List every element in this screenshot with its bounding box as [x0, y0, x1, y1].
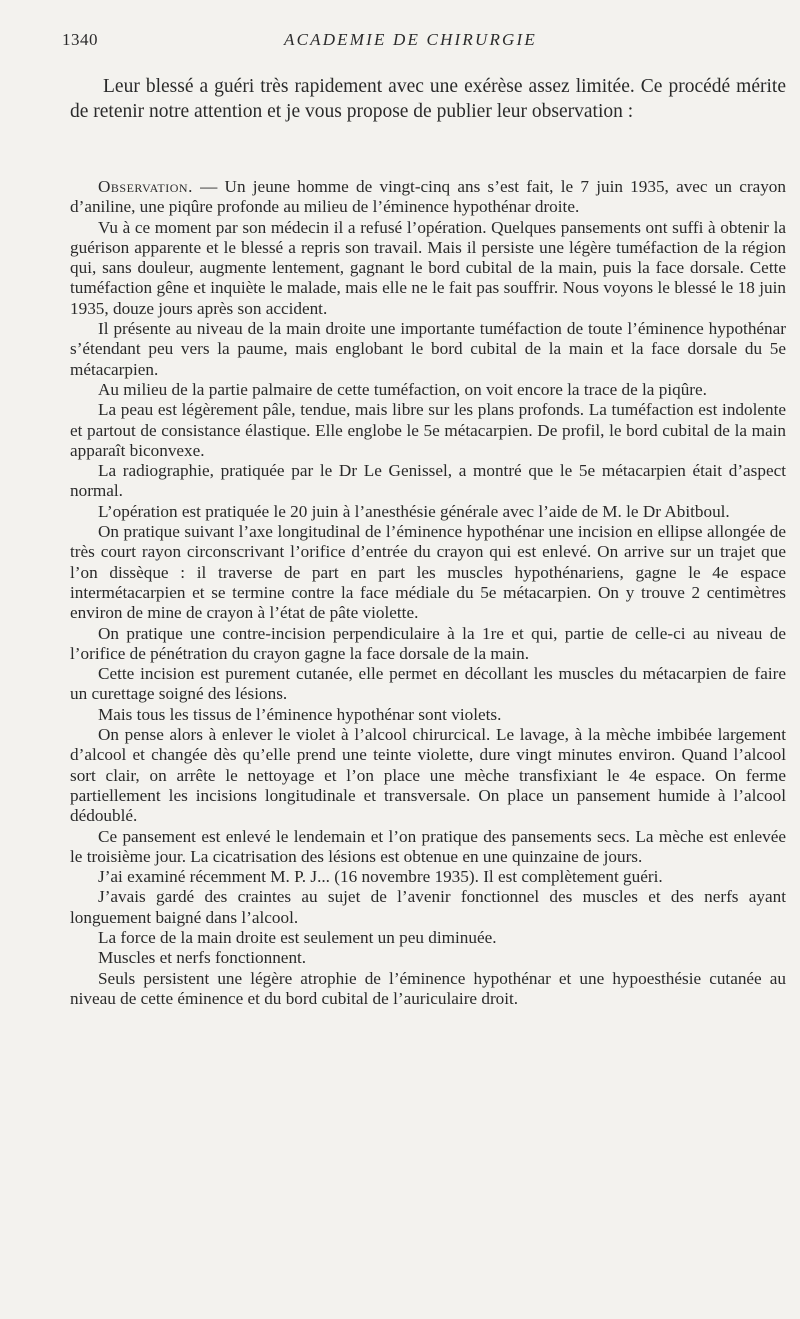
body-paragraph: La force de la main droite est seulement un peu diminuée. [98, 927, 497, 947]
observation-label: Observation. [98, 177, 193, 196]
body-paragraph: On pense alors à enlever le violet à l’alcool chirurcical. Le lavage, à la mèche imbibée largement d’alcool et changée dès qu’elle prend une teinte violette, dure vingt minutes environ. Quand l’alcool sort clair, on arrête le nettoyage et l’on place une mèche transfixiant le 4e espace. On ferme partiellement les incisions longitudinale et transversale. On place un pansement humide à l’alcool dédoublé. [70, 725, 786, 826]
intro-text: Leur blessé a guéri très rapidement avec une exérèse assez limitée. Ce procédé mérite de retenir notre attention et je vous propose de publier leur observation : [70, 76, 786, 122]
body-paragraph: L’opération est pratiquée le 20 juin à l’anesthésie générale avec l’aide de M. le Dr Abitboul. [98, 501, 730, 521]
observation-text: — Un jeune homme de vingt-cinq ans s’est fait, le 7 juin 1935, avec un crayon d’aniline, une piqûre profonde au milieu de l’éminence hypothénar droite. [70, 177, 786, 217]
body-paragraph: Au milieu de la partie palmaire de cette tuméfaction, on voit encore la trace de la piqûre. [98, 379, 707, 399]
body-paragraph: La radiographie, pratiquée par le Dr Le Genissel, a montré que le 5e métacarpien était d’aspect normal. [70, 461, 786, 501]
body-paragraph: La peau est légèrement pâle, tendue, mais libre sur les plans profonds. La tuméfaction est indolente et partout de consistance élastique. Elle englobe le 5e métacarpien. De profil, le bord cubital de la main apparaît biconvexe. [70, 400, 786, 460]
body-paragraph: J’ai examiné récemment M. P. J... (16 novembre 1935). Il est complètement guéri. [98, 867, 663, 887]
body-paragraph: Vu à ce moment par son médecin il a refusé l’opération. Quelques pansements ont suffi à obtenir la guérison apparente et le blessé a repris son travail. Mais il persiste une légère tuméfaction de la région qui, sans douleur, augmente lentement, gagnant le bord cubital de la main, puis la face dorsale. Cette tuméfaction gêne et inquiète le malade, mais elle ne le fait pas souffrir. Nous voyons le blessé le 18 juin 1935, douze jours après son accident. [70, 217, 786, 318]
page-number: 1340 [62, 30, 98, 49]
observation-paragraph [70, 177, 786, 218]
body-paragraph: Il présente au niveau de la main droite une importante tuméfaction de toute l’éminence hypothénar s’étendant peu vers la paume, mais englobant le bord cubital de la main et la face dorsale du 5e métacarpien. [70, 319, 786, 379]
running-header [62, 30, 776, 54]
body-paragraph: Ce pansement est enlevé le lendemain et l’on pratique des pansements secs. La mèche est enlevée le troisième jour. La cicatrisation des lésions est obtenue en une quinzaine de jours. [70, 826, 786, 866]
journal-title: ACADEMIE DE CHIRURGIE [284, 30, 537, 49]
body-paragraph: Seuls persistent une légère atrophie de l’éminence hypothénar et une hypoesthésie cutanée au niveau de cette éminence et du bord cubital de l’auriculaire droit. [70, 968, 786, 1008]
observation-body [70, 177, 786, 1009]
intro-paragraph [70, 74, 786, 124]
body-paragraph: Mais tous les tissus de l’éminence hypothénar sont violets. [98, 704, 502, 724]
body-paragraph: J’avais gardé des craintes au sujet de l’avenir fonctionnel des muscles et des nerfs ayant longuement baigné dans l’alcool. [70, 887, 786, 927]
body-paragraph: Cette incision est purement cutanée, elle permet en décollant les muscles du métacarpien de faire un curettage soigné des lésions. [70, 664, 786, 704]
body-paragraph: On pratique suivant l’axe longitudinal de l’éminence hypothénar une incision en ellipse allongée de très court rayon circonscrivant l’orifice d’entrée du crayon qui est enlevé. On arrive sur un trajet que l’on dissèque : il traverse de part en part les muscles hypothénariens, gagne le 4e espace intermétacarpien et se termine contre la face médiale du 5e métacarpien. On y trouve 2 centimètres environ de mine de crayon à l’état de pâte violette. [70, 522, 786, 623]
body-paragraph: Muscles et nerfs fonctionnent. [98, 948, 307, 968]
body-paragraph: On pratique une contre-incision perpendiculaire à la 1re et qui, partie de celle-ci au niveau de l’orifice de pénétration du crayon gagne la face dorsale de la main. [70, 623, 786, 663]
